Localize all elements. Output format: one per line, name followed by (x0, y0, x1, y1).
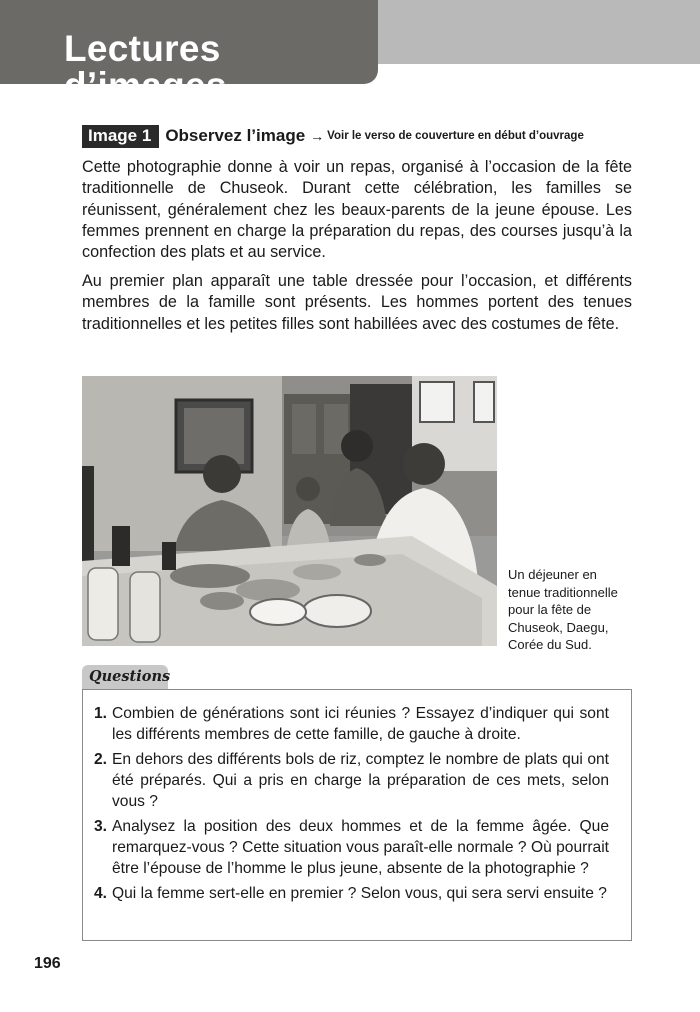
questions-list (83, 690, 631, 904)
intro-paragraph: Cette photographie donne à voir un repas, organisé à l’occasion de la fête traditionnelle de Chuseok. Durant cette célébration, les familles se réunissent, généralement chez les beaux-parents de la jeune épouse. Les femmes prennent en charge la préparation du repas, des courses jusqu’à la confection des plats et au service. (82, 158, 632, 262)
question-number: 3. (94, 818, 108, 835)
family-meal-photo (82, 376, 497, 646)
image-title: Observez l’image (165, 126, 306, 145)
header-band (378, 0, 700, 64)
question-text: Qui la femme sert-elle en premier ? Selon vous, qui sera servi ensuite ? (112, 885, 607, 902)
questions-box (82, 689, 632, 941)
question-text: En dehors des différents bols de riz, comptez le nombre de plats qui ont été préparés. Qui a pris en charge la préparation de ces mets, selon vous ? (112, 751, 609, 810)
question-number: 1. (94, 705, 108, 722)
question-text: Analysez la position des deux hommes et de la femme âgée. Que remarquez-vous ? Cette situation vous paraît-elle normale ? Où pourrait être l’épouse de l’homme le plus jeune, absente de la photographie ? (112, 818, 609, 877)
description-paragraph: Au premier plan apparaît une table dressée pour l’occasion, et différents membres de la famille sont présents. Les hommes portent des tenues traditionnelles et les petites filles sont habillées avec des costumes de fête. (82, 272, 632, 333)
question-item (94, 703, 609, 745)
questions-tab (82, 665, 171, 689)
image-reference-note: Voir le verso de couverture en début d’ouvrage (327, 130, 584, 142)
questions-label: Questions (89, 668, 171, 685)
question-item (94, 749, 609, 812)
question-number: 2. (94, 751, 108, 768)
question-item (94, 816, 609, 879)
question-text: Combien de générations sont ici réunies ? Essayez d’indiquer qui sont les différents membres de cette famille, de gauche à droite. (112, 705, 609, 743)
arrow-right-icon: → (310, 128, 325, 144)
page-number: 196 (34, 955, 61, 972)
question-item (94, 883, 609, 904)
page-title: Lectures d’images (64, 28, 227, 106)
section-title-tab (0, 0, 378, 106)
question-number: 4. (94, 885, 108, 902)
image-badge: Image 1 (82, 125, 159, 148)
image-heading (82, 124, 642, 148)
photo-caption: Un déjeuner en tenue traditionnelle pour la fête de Chuseok, Daegu, Corée du Sud. (508, 567, 618, 652)
